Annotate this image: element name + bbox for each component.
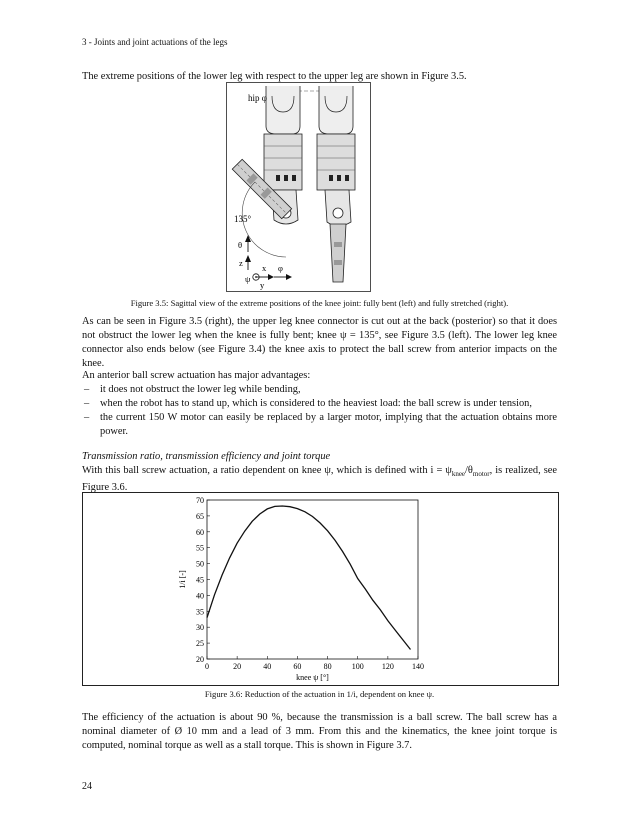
y-tick-label: 20 bbox=[196, 655, 204, 664]
knee-joint-illustration bbox=[226, 82, 371, 292]
advantages-block bbox=[82, 369, 557, 439]
x-tick-label: 0 bbox=[205, 662, 209, 671]
label-x: x bbox=[262, 263, 267, 273]
figure-knee-drawing bbox=[226, 82, 371, 292]
label-psi: ψ bbox=[245, 274, 251, 284]
figure-3-6-chart bbox=[82, 492, 559, 686]
y-tick-label: 45 bbox=[196, 575, 204, 585]
x-axis-label: knee ψ [°] bbox=[296, 673, 329, 682]
y-tick-label: 50 bbox=[196, 559, 204, 569]
paragraph-ratio bbox=[82, 464, 557, 495]
intro-sentence: The extreme positions of the lower leg with respect to the upper leg are shown in Figure 3.5. bbox=[82, 71, 467, 82]
advantages-intro: An anterior ball screw actuation has major advantages: bbox=[82, 370, 311, 381]
ratio-curve bbox=[207, 506, 411, 650]
x-tick-label: 80 bbox=[323, 662, 332, 671]
y-axis-label: 1/i [-] bbox=[178, 570, 187, 589]
plot-area bbox=[207, 500, 418, 659]
y-tick-label: 55 bbox=[196, 543, 204, 553]
advantage-item: – the current 150 W motor can easily be replaced by a larger motor, implying that the actuation obtains more power. bbox=[82, 411, 557, 439]
subscript-knee: knee bbox=[451, 470, 466, 479]
advantage-item: – it does not obstruct the lower leg while bending, bbox=[82, 383, 557, 397]
label-z: z bbox=[239, 258, 243, 268]
figure-3-6-caption: Figure 3.6: Reduction of the actuation in 1/i, dependent on knee ψ. bbox=[204, 689, 435, 699]
label-theta: θ bbox=[238, 240, 243, 250]
x-tick-label: 140 bbox=[412, 662, 424, 671]
subscript-motor: motor bbox=[472, 470, 490, 479]
x-tick-label: 20 bbox=[233, 662, 242, 671]
x-tick-label: 100 bbox=[351, 662, 364, 671]
y-tick-label: 60 bbox=[196, 527, 204, 537]
running-header: 3 - Joints and joint actuations of the legs bbox=[82, 37, 228, 47]
page-number: 24 bbox=[82, 781, 92, 792]
ratio-text-start: With this ball screw actuation, a ratio dependent on knee ψ, which is defined with i = ψ bbox=[82, 465, 452, 476]
ratio-chart bbox=[83, 493, 558, 685]
label-hip: hip φ bbox=[248, 93, 267, 103]
advantage-item: – when the robot has to stand up, which is considered to the heaviest load: the ball screw is under tension, bbox=[82, 397, 557, 411]
label-phi: φ bbox=[278, 263, 283, 273]
label-y: y bbox=[260, 280, 265, 290]
ratio-text-end: , is realized, see Figure 3.6. bbox=[82, 465, 557, 494]
figure-3-5-caption: Figure 3.5: Sagittal view of the extreme positions of the knee joint: fully bent (left) and fully stretched (right). bbox=[130, 298, 509, 308]
paragraph-knee-connector: As can be seen in Figure 3.5 (right), the upper leg knee connector is cut out at the back (posterior) so that it does not obstruct the lower leg when the knee is fully bent; knee ψ = 135°, see Figure 3.5 (left). The lower leg knee connector also ends below (see Figure 3.4) the knee axis to protect the ball screw from anterior impacts on the knee. bbox=[82, 316, 557, 369]
y-tick-label: 25 bbox=[196, 639, 204, 649]
label-angle: 135° bbox=[234, 214, 252, 224]
y-tick-label: 70 bbox=[196, 496, 204, 505]
x-tick-label: 60 bbox=[293, 662, 302, 671]
paragraph-efficiency: The efficiency of the actuation is about 90 %, because the transmission is a ball screw. The ball screw has a nominal diameter of Ø 10 mm and a lead of 3 mm. From this and the kinematics, the knee joint torque is computed, nominal torque as well as a stall torque. This is shown in Figure 3.7. bbox=[82, 712, 557, 751]
y-tick-label: 65 bbox=[196, 511, 204, 521]
x-tick-label: 120 bbox=[381, 662, 394, 671]
advantages-list bbox=[82, 383, 557, 439]
y-tick-label: 35 bbox=[196, 607, 204, 617]
y-tick-label: 30 bbox=[196, 623, 204, 633]
section-heading: Transmission ratio, transmission efficiency and joint torque bbox=[82, 451, 331, 462]
ratio-slash: /θ bbox=[465, 465, 473, 476]
y-tick-label: 40 bbox=[196, 591, 204, 601]
x-tick-label: 40 bbox=[263, 662, 272, 671]
